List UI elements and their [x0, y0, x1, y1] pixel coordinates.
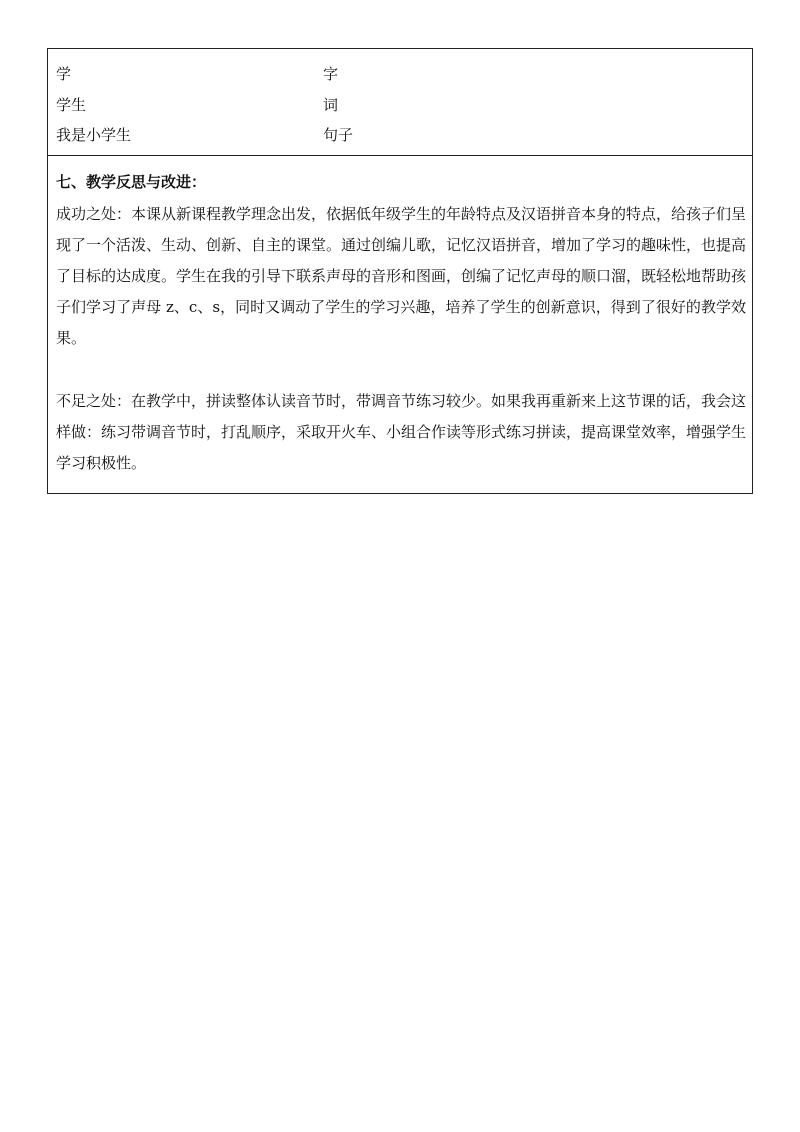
- example-word: 学生: [56, 96, 87, 114]
- reflection-row: [48, 156, 752, 493]
- shortcoming-paragraph: 不足之处：在教学中，拼读整体认读音节时，带调音节练习较少。如果我再重新来上这节课的话，我会这样做：练习带调音节时，打乱顺序，采取开火车、小组合作读等形式练习拼读，提高课堂效率，增强学生学习积极性。: [56, 392, 747, 472]
- word-level-row: [48, 49, 752, 156]
- example-sentence: 我是小学生: [56, 126, 132, 144]
- section-heading: 七、教学反思与改进：: [56, 173, 207, 191]
- category-sentence: 句子: [323, 126, 354, 144]
- success-paragraph: 成功之处：本课从新课程教学理念出发，依据低年级学生的年龄特点及汉语拼音本身的特点，给孩子们呈现了一个活泼、生动、创新、自主的课堂。通过创编儿歌，记忆汉语拼音，增加了学习的趣味性，也提高了目标的达成度。学生在我的引导下联系声母的音形和图画，创编了记忆声母的顺口溜，既轻松地帮助孩子们学习了声母 z、c、s，同时又调动了学生的学习兴趣，培养了学生的创新意识，得到了很好的教学效果。: [56, 205, 747, 347]
- example-character: 学: [56, 65, 72, 83]
- category-character: 字: [323, 65, 339, 83]
- category-word: 词: [323, 96, 339, 114]
- lesson-table: [47, 48, 753, 494]
